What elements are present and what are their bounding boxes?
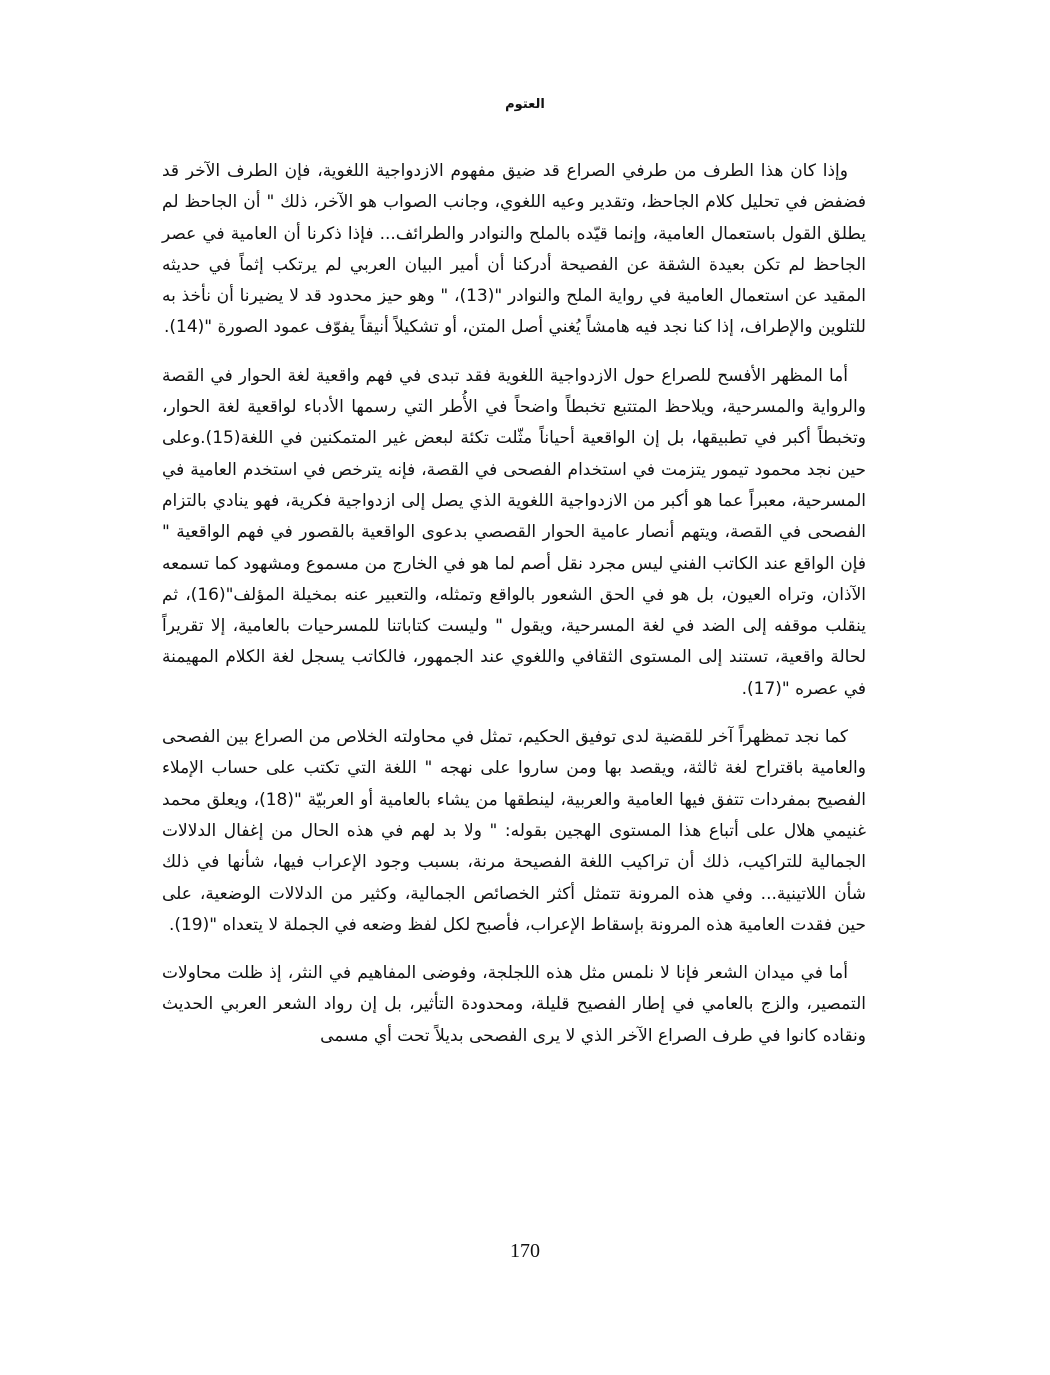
running-header: العتوم [505,97,545,112]
paragraph: أما في ميدان الشعر فإنا لا نلمس مثل هذه اللجلجة، وفوضى المفاهيم في النثر، إذ ظلت محاولات التمصير، والزج بالعامي في إطار الفصيح قليلة، ومحدودة التأثير، بل إن رواد الشعر العربي الحديث ونقاده كانوا في طرف الصراع الآخر الذي لا يرى الفصحى بديلاً تحت أي مسمى [162,963,866,1046]
page-number: 170 [510,1240,540,1262]
body-text [162,156,866,1052]
paragraph: وإذا كان هذا الطرف من طرفي الصراع قد ضيق مفهوم الازدواجية اللغوية، فإن الطرف الآخر قد فضفض في تحليل كلام الجاحظ، وتقدير وعيه اللغوي، وجانب الصواب هو الآخر، ذلك " أن الجاحظ لم يطلق القول باستعمال العامية، وإنما قيّده بالملح والنوادر والطرائف... فإذا ذكرنا أن العامية في عصر الجاحظ لم تكن بعيدة الشقة عن الفصيحة أدركنا أن أمير البيان العربي لم يرتكب إثماً في حديثه المقيد عن استعمال العامية في رواية الملح والنوادر "(13)، " وهو حيز محدود قد لا يضيرنا أن نأخذ به للتلوين والإطراف، إذا كنا نجد فيه هامشاً يُغني أصل المتن، أو تشكيلاً أنيقاً يفوّف عمود الصورة "(14). [162,161,866,338]
paragraph: كما نجد تمظهراً آخر للقضية لدى توفيق الحكيم، تمثل في محاولته الخلاص من الصراع بين الفصحى والعامية باقتراح لغة ثالثة، ويقصد بها ومن ساروا على نهجه " اللغة التي تكتب على حساب الإملاء الفصيح بمفردات تتفق فيها العامية والعربية، لينطقها من يشاء بالعامية أو العربيّة "(18)، ويعلق محمد غنيمي هلال على أتباع هذا المستوى الهجين بقوله: " ولا بد لهم في هذه الحال من إغفال الدلالات الجمالية للتراكيب، ذلك أن تراكيب اللغة الفصيحة مرنة، بسبب وجود الإعراب فيها، شأنها في ذلك شأن اللاتينية... وفي هذه المرونة تتمثل أكثر الخصائص الجمالية، وكثير من الدلالات الوضعية، على حين فقدت العامية هذه المرونة بإسقاط الإعراب، فأصبح لكل لفظ وضعه في الجملة لا يتعداه "(19). [162,727,866,935]
paragraph: أما المظهر الأفسح للصراع حول الازدواجية اللغوية فقد تبدى في فهم واقعية لغة الحوار في القصة والرواية والمسرحية، ويلاحظ المتتبع تخبطاً واضحاً في الأُطر التي رسمها الأدباء لواقعية لغة الحوار، وتخبطاً أكبر في تطبيقها، بل إن الواقعية أحياناً مثّلت تكئة لبعض غير المتمكنين في اللغة(15).وعلى حين نجد محمود تيمور يتزمت في استخدام الفصحى في القصة، فإنه يترخص في استخدم العامية في المسرحية، معبراً عما هو أكبر من الازدواجية اللغوية الذي يصل إلى ازدواجية فكرية، فهو ينادي بالتزام الفصحى في القصة، ويتهم أنصار عامية الحوار القصصي بدعوى الواقعية بالقصور في فهم الواقعية " فإن الواقع عند الكاتب الفني ليس مجرد نقل أصم لما هو في الخارج من مسموع ومشهود كما تسمعه الآذان، وتراه العيون، بل هو في الحق الشعور بالواقع وتمثله، والتعبير عنه بمخيلة المؤلف"(16)، ثم ينقلب موقفه إلى الضد في لغة المسرحية، ويقول " وليست كتاباتنا للمسرحيات بالعامية، إلا تقريراً لحالة واقعية، تستند إلى المستوى الثقافي واللغوي عند الجمهور، فالكاتب يسجل لغة الكلام المهيمنة في عصره "(17). [162,365,866,699]
